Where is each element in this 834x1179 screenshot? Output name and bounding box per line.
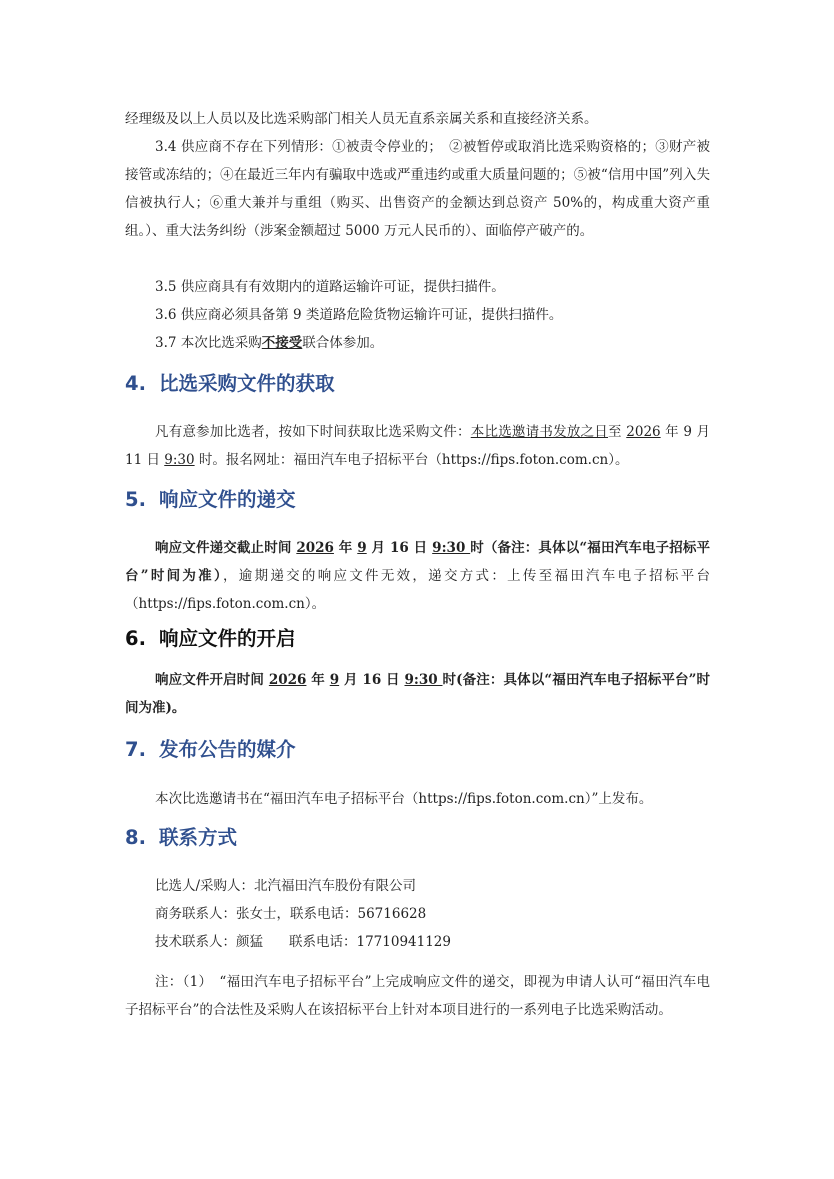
contact-business: 商务联系人：张女士，联系电话：56716628	[155, 906, 427, 922]
text: ，逾期递交的响应文件无效，递交方式：上传至福田汽车电子招标平台（https://fips.foton.com.cn）。	[125, 568, 710, 612]
paragraph-4	[125, 418, 710, 474]
time: 9:30	[432, 540, 471, 556]
section-number: 8.	[125, 826, 146, 849]
year: 2026	[296, 540, 334, 556]
date-start: 本比选邀请书发放之日	[470, 424, 609, 440]
section-title: 响应文件的开启	[159, 627, 296, 650]
text: 时(备注：具体以“福田汽车电子招标平台”时间为准)。	[125, 672, 710, 716]
text: 年 9 月 11 日	[125, 424, 710, 468]
note-paragraph: 注：（1） “福田汽车电子招标平台”上完成响应文件的递交，即视为申请人认可“福田汽车电子招标平台”的合法性及采购人在该招标平台上针对本项目进行的一系列电子比选采购活动。	[125, 974, 710, 1018]
text: 时。报名网址：福田汽车电子招标平台（https://fips.foton.com.cn）。	[194, 452, 629, 468]
emphasis-not-accepted: 不接受	[261, 335, 303, 351]
text: 至	[608, 424, 627, 440]
text: 时（备注：具体以“福田汽车电子招标平台”时间为准）	[125, 540, 710, 584]
text: 凡有意参加比选者，按如下时间获取比选采购文件：	[155, 424, 471, 440]
section-title: 联系方式	[159, 826, 238, 849]
paragraph-3-7	[125, 329, 710, 357]
section-title: 响应文件的递交	[159, 488, 296, 511]
text: 年	[306, 672, 330, 688]
text: 响应文件开启时间	[155, 672, 269, 688]
contact-technical	[155, 928, 451, 956]
section-heading-7	[125, 735, 296, 765]
section-title: 比选采购文件的获取	[159, 372, 335, 395]
year: 2026	[268, 672, 307, 688]
section-heading-8	[125, 823, 237, 853]
section-heading-4	[125, 369, 335, 399]
paragraph-7: 本次比选邀请书在“福田汽车电子招标平台（https://fips.foton.com.cn）”上发布。	[155, 791, 653, 807]
text: 联合体参加。	[302, 335, 384, 351]
paragraph-5	[125, 534, 710, 618]
month: 9	[329, 672, 340, 688]
paragraph-6	[125, 666, 710, 722]
year: 2026	[626, 424, 661, 440]
text: 响应文件递交截止时间	[155, 540, 297, 556]
text: 月 16 日	[339, 672, 405, 688]
text: 3.7 本次比选采购	[155, 335, 262, 351]
section-heading-5	[125, 485, 296, 515]
paragraph-3-3-end: 经理级及以上人员以及比选采购部门相关人员无直系亲属关系和直接经济关系。	[125, 111, 598, 127]
section-number: 7.	[125, 738, 146, 761]
time: 9:30	[164, 452, 195, 468]
month: 9	[357, 540, 367, 556]
text: 月 16 日	[366, 540, 433, 556]
paragraph-3-5: 3.5 供应商具有有效期内的道路运输许可证，提供扫描件。	[155, 279, 505, 295]
contact-purchaser: 比选人/采购人：北汽福田汽车股份有限公司	[155, 878, 417, 894]
section-number: 4.	[125, 372, 146, 395]
text: 年	[333, 540, 358, 556]
section-number: 5.	[125, 488, 146, 511]
section-number: 6.	[125, 627, 146, 650]
paragraph-3-4: 3.4 供应商不存在下列情形：①被责令停业的； ②被暂停或取消比选采购资格的；③财产被接管或冻结的；④在最近三年内有骗取中选或严重违约或重大质量问题的；⑤被“信用中国”列入失信被执行人；⑥重大兼并与重组（购买、出售资产的金额达到总资产 50%的，构成重大资产重组。）、重大法务纠纷（涉案金额超过 5000 万元人民币的）、面临停产破产的。	[125, 139, 710, 239]
text: 联系电话：17710941129	[289, 934, 451, 950]
section-title: 发布公告的媒介	[159, 738, 296, 761]
time: 9:30	[404, 672, 443, 688]
paragraph-3-6: 3.6 供应商必须具备第 9 类道路危险货物运输许可证，提供扫描件。	[155, 307, 563, 323]
section-heading-6	[125, 624, 296, 654]
text: 技术联系人：颜猛	[155, 934, 263, 950]
